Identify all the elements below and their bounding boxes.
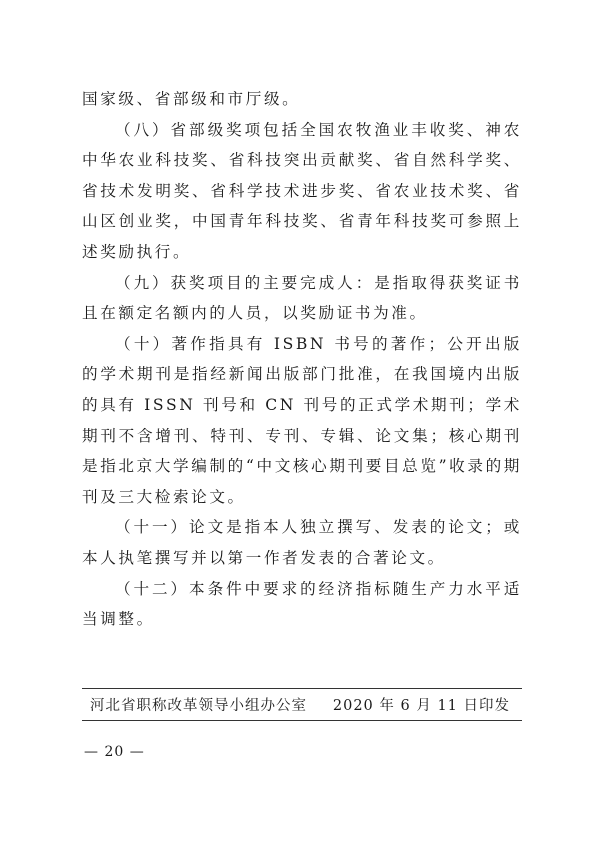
paragraph-continuation: 国家级、省部级和市厅级。 bbox=[82, 90, 301, 108]
paragraph-item-10: （十）著作指具有 ISBN 书号的著作；公开出版的学术期刊是指经新闻出版部门批准，在我国境内出版的具有 ISSN 刊号和 CN 刊号的正式学术期刊；学术期刊不含增刊、特刊、专刊、专辑、论文集；核心期刊是指北京大学编制的“中文核心期刊要目总览”收录的期刊及三大检索论文。 bbox=[82, 334, 522, 506]
paragraph-item-8: （八）省部级奖项包括全国农牧渔业丰收奖、神农中华农业科技奖、省科技突出贡献奖、省自然科学奖、省技术发明奖、省科学技术进步奖、省农业技术奖、省山区创业奖，中国青年科技奖、省青年科技奖可参照上述奖励执行。 bbox=[82, 120, 522, 261]
footer-top-rule bbox=[82, 688, 522, 689]
footer-bottom-rule bbox=[82, 720, 522, 721]
issue-date: 2020 年 6 月 11 日印发 bbox=[332, 698, 510, 714]
issuer-name: 河北省职称改革领导小组办公室 bbox=[90, 698, 307, 714]
issuance-footer bbox=[90, 692, 510, 718]
page-number: — 20 — bbox=[84, 744, 145, 760]
paragraph-item-11: （十一）论文是指本人独立撰写、发表的论文；或本人执笔撰写并以第一作者发表的合著论文。 bbox=[82, 518, 522, 567]
paragraph-item-12: （十二）本条件中要求的经济指标随生产力水平适当调整。 bbox=[82, 579, 522, 629]
paragraph-item-9: （九）获奖项目的主要完成人：是指取得获奖证书且在额定名额内的人员，以奖励证书为准。 bbox=[82, 273, 522, 323]
document-body bbox=[82, 84, 522, 635]
